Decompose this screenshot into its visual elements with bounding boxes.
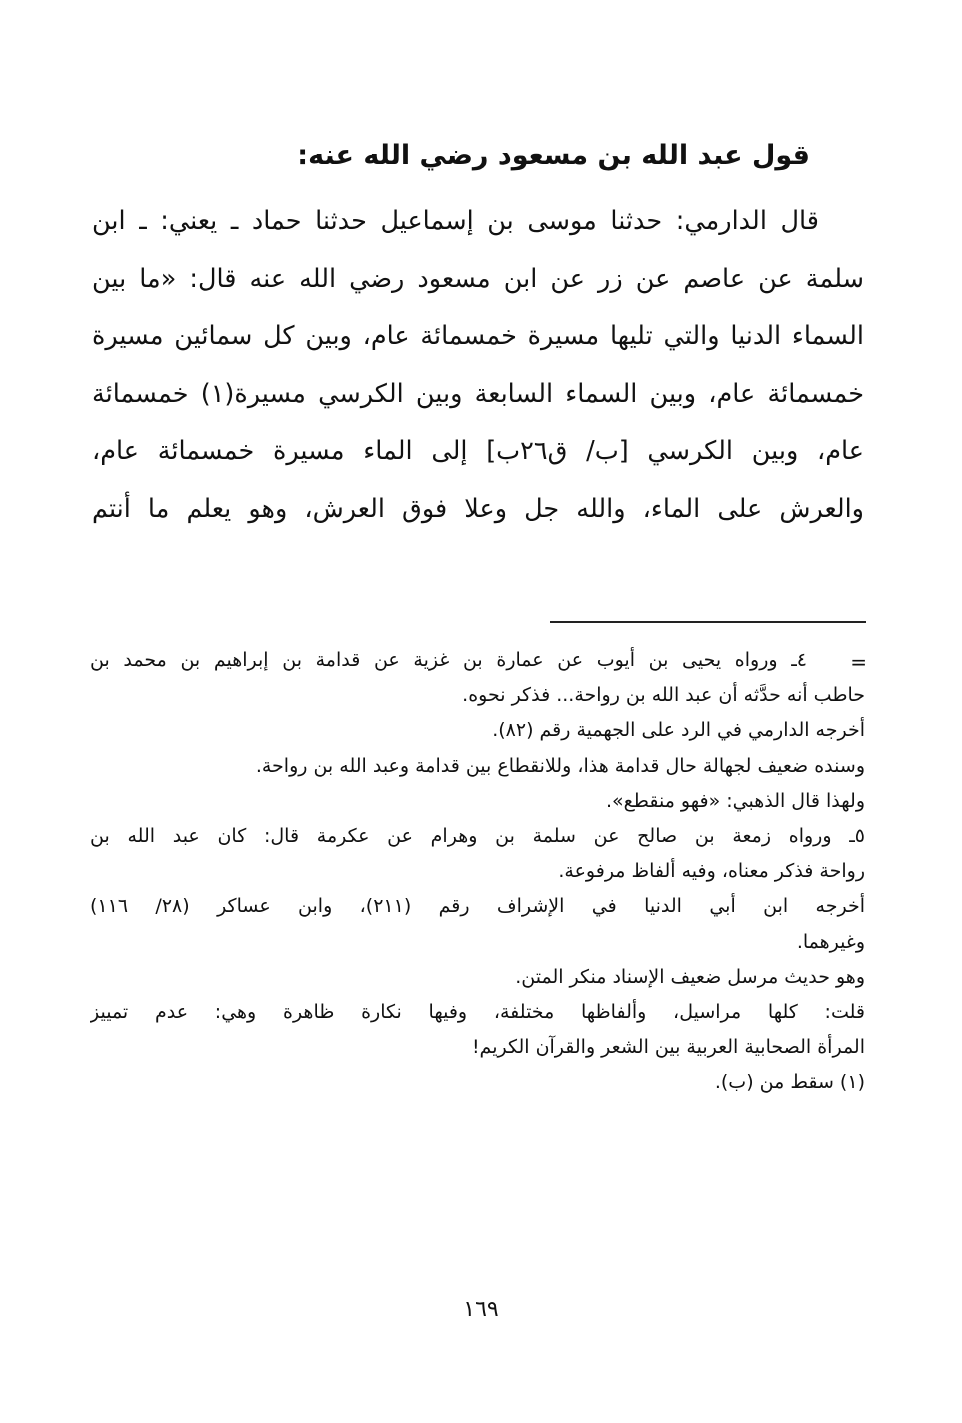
- footnote-line: أخرجه ابن أبي الدنيا في الإشراف رقم (٢١١)، وابن عساكر (٢٨/ ١١٦): [90, 895, 865, 918]
- footnote-separator: [550, 621, 866, 623]
- main-text-line: سلمة عن عاصم عن زر عن ابن مسعود رضي الله عنه قال: «ما بين: [92, 263, 864, 294]
- footnote-line: حاطب أنه حدَّثه أن عبد الله بن رواحة... فذكر نحوه.: [462, 684, 865, 707]
- continuation-mark: =: [850, 650, 867, 674]
- footnote-line: وسنده ضعيف لجهالة حال قدامة هذا، وللانقطاع بين قدامة وعبد الله بن رواحة.: [255, 754, 865, 777]
- footnote-line: وهو حديث مرسل ضعيف الإسناد منكر المتن.: [515, 965, 865, 988]
- main-text-line: السماء الدنيا والتي تليها مسيرة خمسمائة عام، وبين كل سمائين مسيرة: [92, 321, 864, 351]
- footnote-line: (١) سقط من (ب).: [714, 1071, 865, 1094]
- footnote-line: ولهذا قال الذهبي: «فهو منقطع».: [605, 789, 865, 812]
- footnote-line: قلت: كلها مراسيل، وألفاظها مختلفة، وفيها نكارة ظاهرة وهي: عدم تمييز: [90, 1000, 865, 1023]
- main-text-line: قال الدارمي: حدثنا موسى بن إسماعيل حدثنا حماد ـ يعني: ـ ابن: [92, 206, 819, 236]
- footnote-line: ٥ـ ورواه زمعة بن صالح عن سلمة بن وهرام عن عكرمة قال: كان عبد الله بن: [90, 824, 865, 847]
- footnote-line: وغيرهما.: [796, 930, 865, 953]
- section-heading: قول عبد الله بن مسعود رضي الله عنه:: [297, 140, 810, 171]
- footnote-line: ٤ـ ورواه يحيى بن أيوب عن عمارة بن غزية عن قدامة بن إبراهيم بن محمد بن: [90, 649, 807, 671]
- main-text-body: [92, 193, 864, 538]
- main-text-line: خمسمائة عام، وبين السماء السابعة وبين الكرسي مسيرة(١) خمسمائة: [92, 378, 864, 409]
- main-text-line: عام، وبين الكرسي [ب/ ق٢٦ب] إلى الماء مسيرة خمسمائة عام،: [92, 436, 864, 466]
- page-number: ١٦٩: [463, 1297, 499, 1322]
- footnote-line: أخرجه الدارمي في الرد على الجهمية رقم (٨٢).: [492, 719, 865, 742]
- main-text-line: والعرش على الماء، والله جل وعلا فوق العرش، وهو يعلم ما أنتم: [92, 493, 864, 524]
- footnote-line: المرأة الصحابية العربية بين الشعر والقرآن الكريم!: [471, 1036, 865, 1059]
- footnotes-section: [90, 643, 865, 1100]
- footnote-line: رواحة فذكر معناه، وفيه ألفاظ مرفوعة.: [558, 860, 865, 883]
